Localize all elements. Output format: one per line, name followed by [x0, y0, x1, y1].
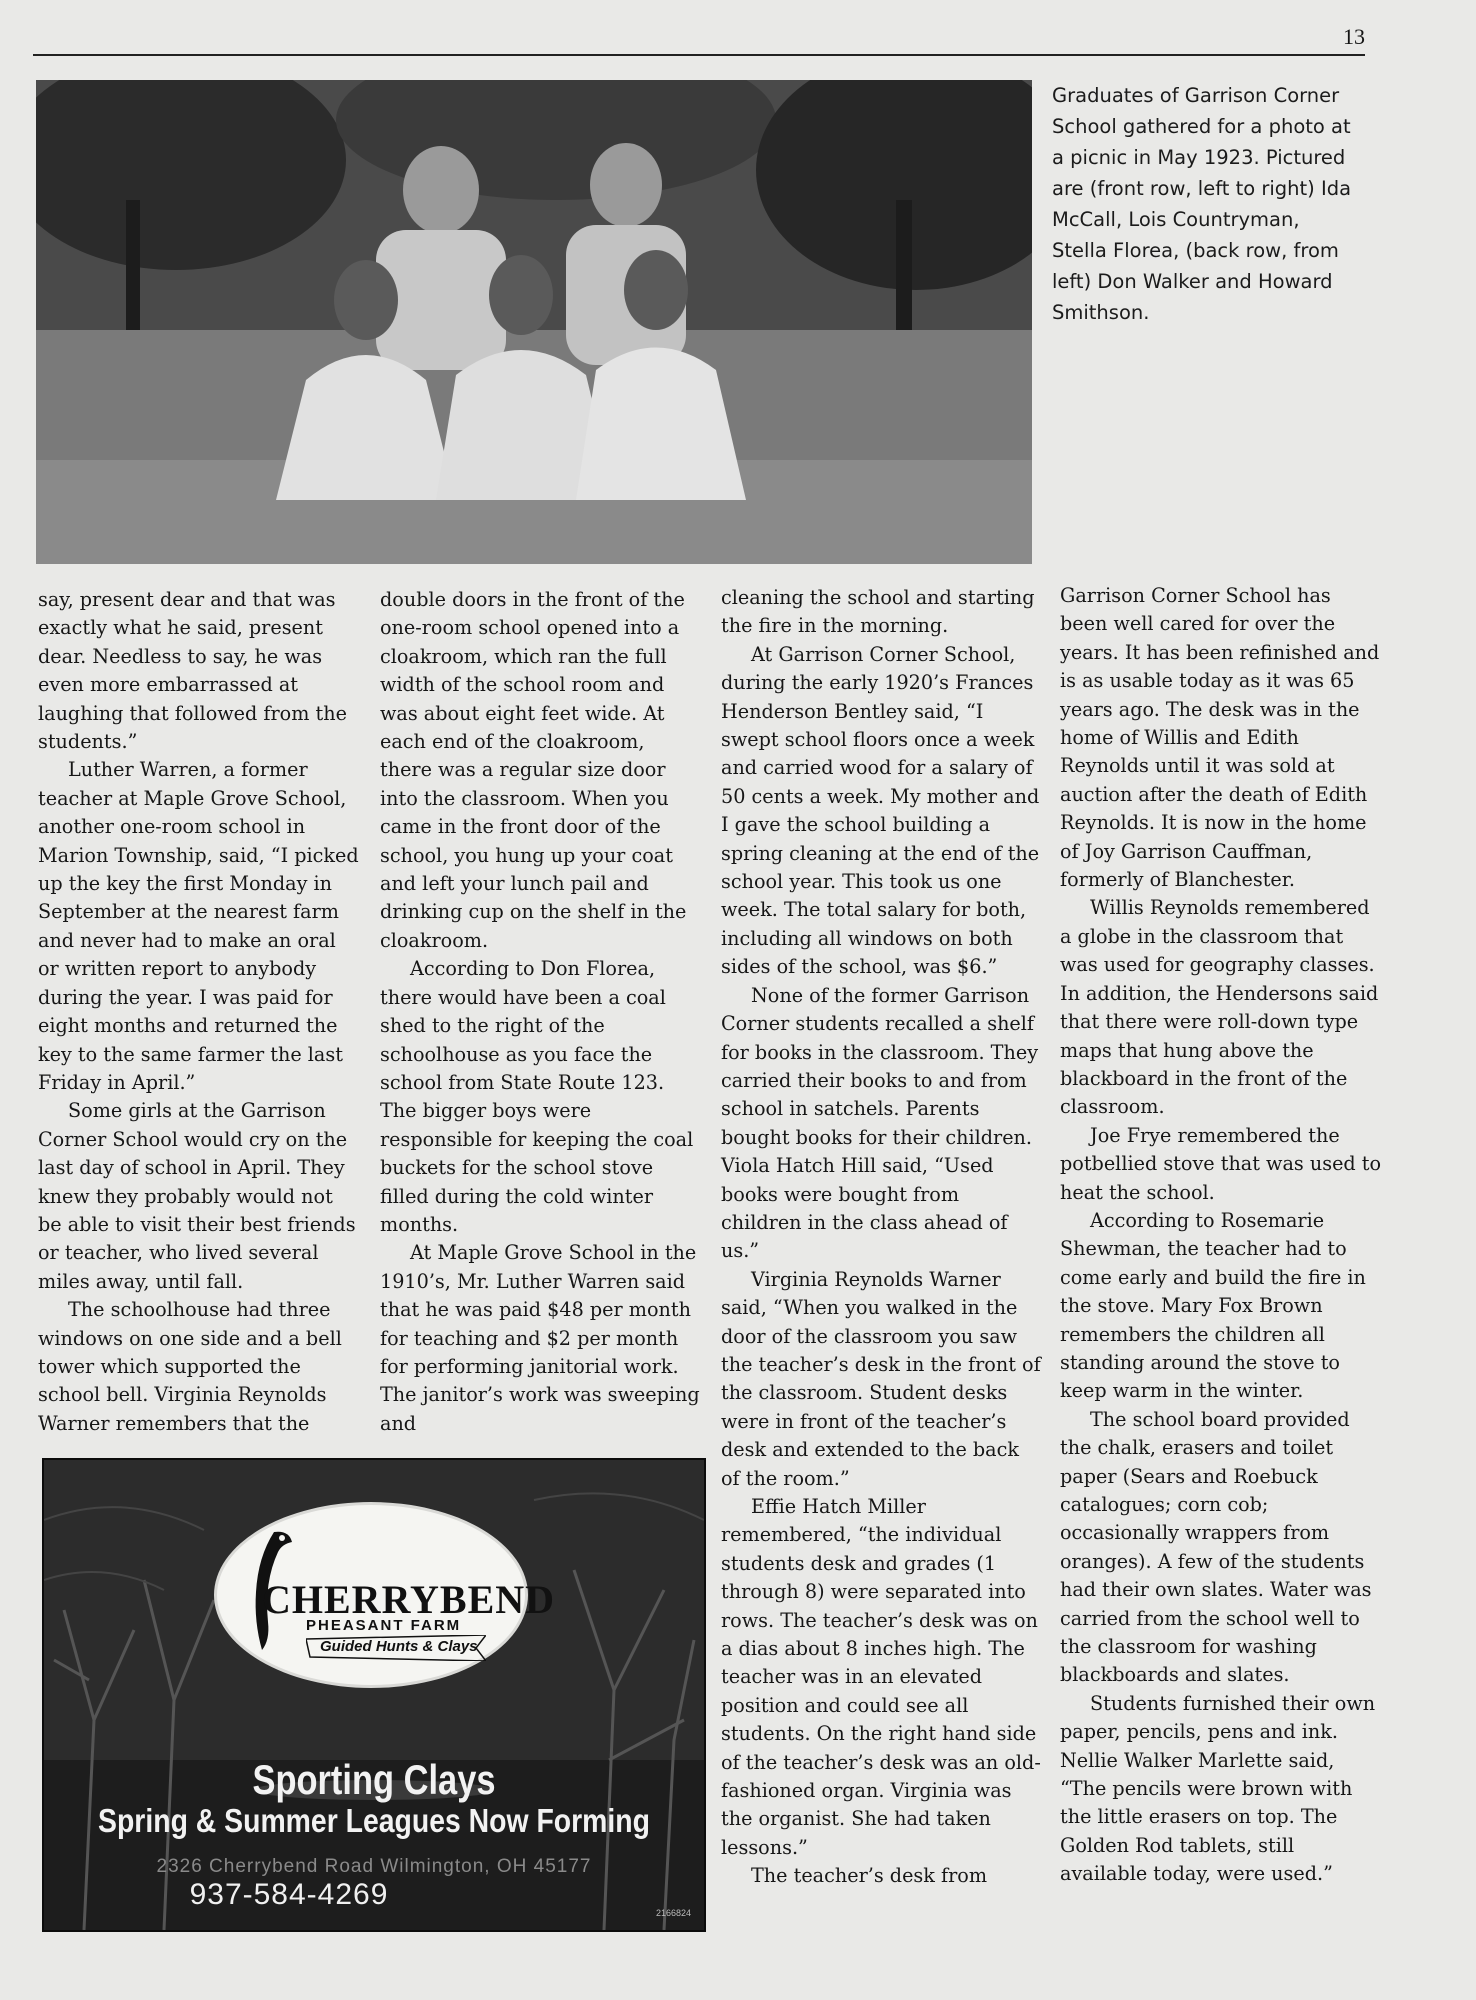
paragraph: According to Don Florea, there would have been a coal shed to the right of the schoolhouse as you face the school from State Route 123. The bigger boys were responsible for keeping the coal buckets for the school stove filled during the cold winter months. — [380, 957, 694, 1236]
graduates-photo — [36, 80, 1032, 564]
top-rule — [33, 54, 1365, 56]
article-column-3 — [721, 584, 1041, 1891]
paragraph: The teacher’s desk from — [751, 1864, 988, 1888]
ad-headline: Sporting Clays — [252, 1756, 496, 1803]
paragraph: At Maple Grove School in the 1910’s, Mr. Luther Warren said that he was paid $48 per month for teaching and $2 per month for performing janitorial work. The janitor’s work was sweeping and — [380, 1241, 700, 1435]
ad-address: 2326 Cherrybend Road Wilmington, OH 45177 — [156, 1856, 592, 1877]
ad-phone: 937-584-4269 — [189, 1878, 389, 1911]
article-column-1 — [38, 586, 360, 1438]
paragraph: Virginia Reynolds Warner said, “When you walked in the door of the classroom you saw the teacher’s desk in the front of the classroom. Student desks were in front of the teacher’s desk and extended to the back of the room.” — [721, 1267, 1041, 1490]
paragraph: At Garrison Corner School, during the early 1920’s Frances Henderson Bentley said, “I swept school floors once a week and carried wood for a salary of 50 cents a week. My mother and I gave the school building a spring cleaning at the end of the school year. This took us one week. The total salary for both, including all windows on both sides of the school, was $6.” — [721, 642, 1040, 979]
paragraph: Joe Frye remembered the potbellied stove that was used to heat the school. — [1060, 1123, 1382, 1204]
paragraph: Willis Reynolds remembered a globe in the classroom that was used for geography classes. In addition, the Hendersons said that there were roll-down type maps that hung above the blackboard in the front of the classroom. — [1060, 896, 1379, 1119]
paragraph: Effie Hatch Miller remembered, “the individual students desk and grades (1 through 8) were separated into rows. The teacher’s desk was on a dias about 8 inches high. The teacher was in an elevated position and could see all students. On the right hand side of the teacher’s desk was an old-fashioned organ. Virginia was the organist. She had taken lessons.” — [721, 1495, 1041, 1859]
article-column-2 — [380, 586, 700, 1438]
paragraph: Luther Warren, a former teacher at Maple Grove School, another one-room school in Marion Township, said, “I picked up the key the first Monday in September at the nearest farm and never had to make an oral or written report to anybody during the year. I was paid for eight months and returned the key to the same farmer the last Friday in April.” — [38, 758, 359, 1094]
page-number: 13 — [1343, 24, 1365, 49]
paragraph: cleaning the school and starting the fire in the morning. — [721, 586, 1035, 638]
paragraph: The schoolhouse had three windows on one side and a bell tower which supported the school bell. Virginia Reynolds Warner remembers that the — [38, 1298, 342, 1435]
paragraph: say, present dear and that was exactly what he said, present dear. Needless to say, he was even more embarrassed at laughing that followed from the students.” — [38, 588, 347, 754]
paragraph: None of the former Garrison Corner students recalled a shelf for books in the classroom. They carried their books to and from school in satchels. Parents bought books for their children. Viola Hatch Hill said, “Used books were bought from children in the class ahead of us.” — [721, 983, 1039, 1263]
ad-code: 2166824 — [656, 1908, 692, 1918]
ad-brand: CHERRYBEND — [262, 1577, 556, 1622]
ad-subheadline: Spring & Summer Leagues Now Forming — [98, 1802, 650, 1839]
paragraph: Garrison Corner School has been well cared for over the years. It has been refinished and is as usable today as it was 65 years ago. The desk was in the home of Willis and Edith Reynolds until it was sold at auction after the death of Edith Reynolds. It is now in the home of Joy Garrison Cauffman, formerly of Blanchester. — [1060, 584, 1380, 892]
ad-tagline: Guided Hunts & Clays — [320, 1638, 478, 1655]
paragraph: According to Rosemarie Shewman, the teacher had to come early and build the fire in the stove. Mary Fox Brown remembers the children all standing around the stove to keep warm in the winter. — [1060, 1208, 1366, 1403]
paragraph: Some girls at the Garrison Corner School would cry on the last day of school in April. They knew they probably would not be able to visit their best friends or teacher, who lived several miles away, until fall. — [38, 1099, 356, 1293]
article-column-4 — [1060, 582, 1382, 1889]
ad-brand-sub: PHEASANT FARM — [306, 1617, 462, 1634]
paragraph: double doors in the front of the one-room school opened into a cloakroom, which ran the full width of the school room and was about eight feet wide. At each end of the cloakroom, there was a regular size door into the classroom. When you came in the front door of the school, you hung up your coat and left your lunch pail and drinking cup on the shelf in the cloakroom. — [380, 588, 687, 952]
photo-caption: Graduates of Garrison Corner School gathered for a photo at a picnic in May 1923. Pictured are (front row, left to right) Ida McCall, Lois Countryman, Stella Florea, (back row, from left) Don Walker and Howard Smithson. — [1052, 84, 1352, 324]
paragraph: Students furnished their own paper, pencils, pens and ink. Nellie Walker Marlette said, “The pencils were brown with the little erasers on top. The Golden Rod tablets, still available today, were used.” — [1060, 1691, 1376, 1886]
paragraph: The school board provided the chalk, erasers and toilet paper (Sears and Roebuck catalogues; corn cob; occasionally wrappers from oranges). A few of the students had their own slates. Water was carried from the school well to the classroom for washing blackboards and slates. — [1060, 1407, 1372, 1687]
front-row-figures — [276, 250, 746, 500]
cherrybend-advertisement — [42, 1458, 706, 1932]
